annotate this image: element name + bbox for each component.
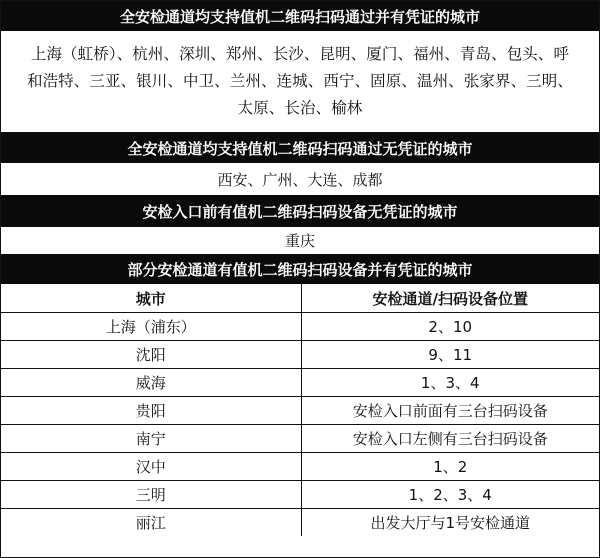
city-list-entrance-no-voucher: 重庆 xyxy=(284,232,315,250)
table-row xyxy=(1,341,599,369)
city-cell: 威海 xyxy=(1,369,301,397)
city-cell: 贵阳 xyxy=(1,397,301,425)
city-cell: 三明 xyxy=(1,481,301,509)
location-cell: 安检入口左侧有三台扫码设备 xyxy=(301,425,599,453)
location-cell: 9、11 xyxy=(301,341,599,369)
city-list-line: 上海（虹桥）、杭州、深圳、郑州、长沙、昆明、厦门、福州、青岛、包头、呼 xyxy=(30,45,570,63)
table-row xyxy=(1,481,599,509)
table-header-row xyxy=(1,284,599,313)
table-row xyxy=(1,369,599,397)
section-header-partial-with-voucher: 部分安检通道有值机二维码扫码设备并有凭证的城市 xyxy=(1,254,599,284)
section-header-full-no-voucher: 全安检通道均支持值机二维码扫码通过无凭证的城市 xyxy=(1,133,599,163)
location-cell: 1、2 xyxy=(301,453,599,481)
city-list-line: 太原、长治、榆林 xyxy=(237,99,363,117)
city-cell: 汉中 xyxy=(1,453,301,481)
table-row xyxy=(1,425,599,453)
city-list-line: 和浩特、三亚、银川、中卫、兰州、连城、西宁、固原、温州、张家界、三明、 xyxy=(26,72,573,90)
location-cell: 2、10 xyxy=(301,313,599,341)
city-list-full-with-voucher xyxy=(1,31,599,133)
partial-channel-table xyxy=(1,284,599,536)
city-cell: 丽江 xyxy=(1,509,301,537)
column-header-location: 安检通道/扫码设备位置 xyxy=(301,284,599,313)
city-list-full-no-voucher: 西安、广州、大连、成都 xyxy=(217,170,383,189)
city-cell: 南宁 xyxy=(1,425,301,453)
column-header-city: 城市 xyxy=(1,284,301,313)
location-cell: 安检入口前面有三台扫码设备 xyxy=(301,397,599,425)
table-row xyxy=(1,509,599,537)
section-header-full-with-voucher: 全安检通道均支持值机二维码扫码通过并有凭证的城市 xyxy=(1,1,599,31)
table-row xyxy=(1,397,599,425)
table-row xyxy=(1,313,599,341)
location-cell: 出发大厅与1号安检通道 xyxy=(301,509,599,537)
location-cell: 1、3、4 xyxy=(301,369,599,397)
location-cell: 1、2、3、4 xyxy=(301,481,599,509)
city-cell: 上海（浦东） xyxy=(1,313,301,341)
city-cell: 沈阳 xyxy=(1,341,301,369)
table-row xyxy=(1,453,599,481)
section-header-entrance-no-voucher: 安检入口前有值机二维码扫码设备无凭证的城市 xyxy=(1,195,599,227)
